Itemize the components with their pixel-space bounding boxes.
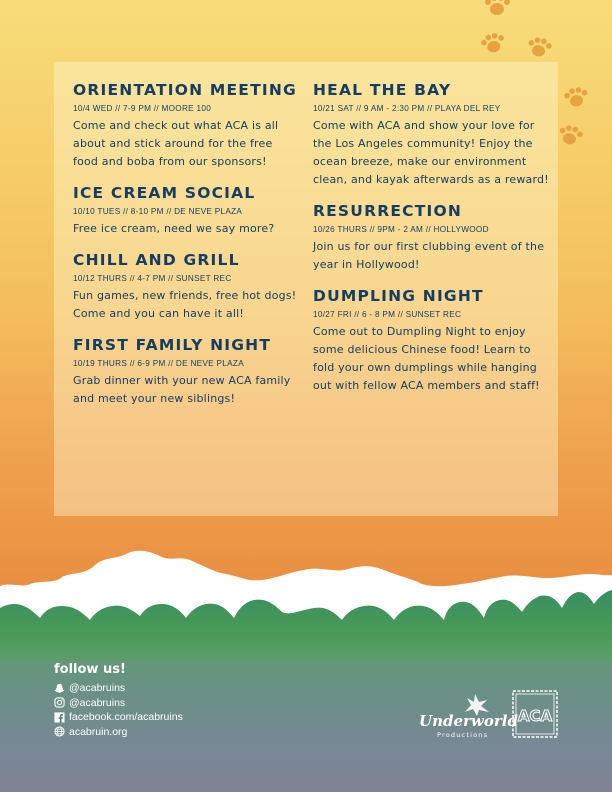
event-heal-the-bay bbox=[313, 80, 549, 189]
event-meta: 10/4 WED // 7-9 PM // MOORE 100 bbox=[73, 104, 212, 113]
event-description: Free ice cream, need we say more? bbox=[73, 222, 275, 235]
event-description: Fun games, new friends, free hot dogs! Come and you can have it all! bbox=[73, 289, 297, 320]
event-meta: 10/27 FRI // 6 - 8 PM // SUNSET REC bbox=[313, 310, 462, 319]
event-description: Come with ACA and show your love for the Los Angeles community! Enjoy the ocean breeze, make our environment clean, and kayak afterwards as a reward! bbox=[313, 119, 549, 186]
event-ice-cream-social bbox=[73, 183, 301, 238]
paw-print-icon bbox=[556, 124, 584, 148]
social-link-facebook[interactable] bbox=[54, 710, 183, 725]
event-first-family-night bbox=[73, 335, 301, 408]
event-title: ICE CREAM SOCIAL bbox=[73, 184, 256, 202]
events-panel bbox=[54, 62, 558, 516]
event-description: Come out to Dumpling Night to enjoy some delicious Chinese food! Learn to fold your own dumplings while hanging out with fellow ACA members and staff! bbox=[313, 325, 540, 392]
event-meta: 10/21 SAT // 9 AM - 2:30 PM // PLAYA DEL REY bbox=[313, 104, 501, 113]
event-description: Grab dinner with your new ACA family and meet your new siblings! bbox=[73, 374, 291, 405]
follow-us-title: follow us! bbox=[54, 662, 126, 677]
event-resurrection bbox=[313, 201, 549, 274]
event-title: FIRST FAMILY NIGHT bbox=[73, 336, 272, 354]
event-title: HEAL THE BAY bbox=[313, 81, 452, 99]
event-meta: 10/12 THURS // 4-7 PM // SUNSET REC bbox=[73, 274, 232, 283]
event-meta: 10/10 TUES // 8-10 PM // DE NEVE PLAZA bbox=[73, 207, 243, 216]
underworld-logo-text: Underworld bbox=[419, 712, 518, 730]
aca-logo bbox=[512, 690, 558, 738]
social-link-snapchat[interactable] bbox=[54, 681, 183, 696]
event-meta: 10/19 THURS // 6-9 PM // DE NEVE PLAZA bbox=[73, 359, 244, 368]
event-title: CHILL AND GRILL bbox=[73, 251, 240, 269]
social-handle: facebook.com/acabruins bbox=[69, 711, 183, 724]
paw-print-icon bbox=[482, 0, 512, 18]
social-handle: acabruin.org bbox=[69, 725, 128, 738]
paw-print-icon bbox=[525, 36, 553, 60]
event-meta: 10/26 THURS // 9PM - 2 AM // HOLLYWOOD bbox=[313, 225, 489, 234]
globe-icon bbox=[54, 726, 65, 737]
events-column-left bbox=[73, 80, 301, 420]
social-handle: @acabruins bbox=[69, 682, 126, 695]
events-column-right bbox=[313, 80, 549, 407]
underworld-productions-logo bbox=[417, 692, 518, 740]
event-description: Come and check out what ACA is all about and stick around for the free food and boba from our sponsors! bbox=[73, 119, 279, 168]
event-description: Join us for our first clubbing event of the year in Hollywood! bbox=[313, 240, 545, 271]
social-link-website[interactable] bbox=[54, 725, 183, 740]
event-title: RESURRECTION bbox=[313, 202, 462, 220]
instagram-icon bbox=[54, 697, 65, 708]
event-chill-and-grill bbox=[73, 250, 301, 323]
event-title: DUMPLING NIGHT bbox=[313, 287, 484, 305]
paw-print-icon bbox=[479, 32, 507, 56]
snapchat-icon bbox=[54, 683, 65, 694]
social-handle: @acabruins bbox=[69, 696, 126, 709]
facebook-icon bbox=[54, 712, 65, 723]
event-orientation-meeting bbox=[73, 80, 301, 171]
follow-us-section bbox=[54, 662, 183, 739]
aca-logo-text: ACA bbox=[517, 707, 553, 725]
underworld-logo-subtext: Productions bbox=[437, 731, 489, 739]
event-title: ORIENTATION MEETING bbox=[73, 81, 297, 99]
paw-print-icon bbox=[562, 86, 590, 110]
event-dumpling-night bbox=[313, 286, 549, 395]
social-link-instagram[interactable] bbox=[54, 696, 183, 711]
